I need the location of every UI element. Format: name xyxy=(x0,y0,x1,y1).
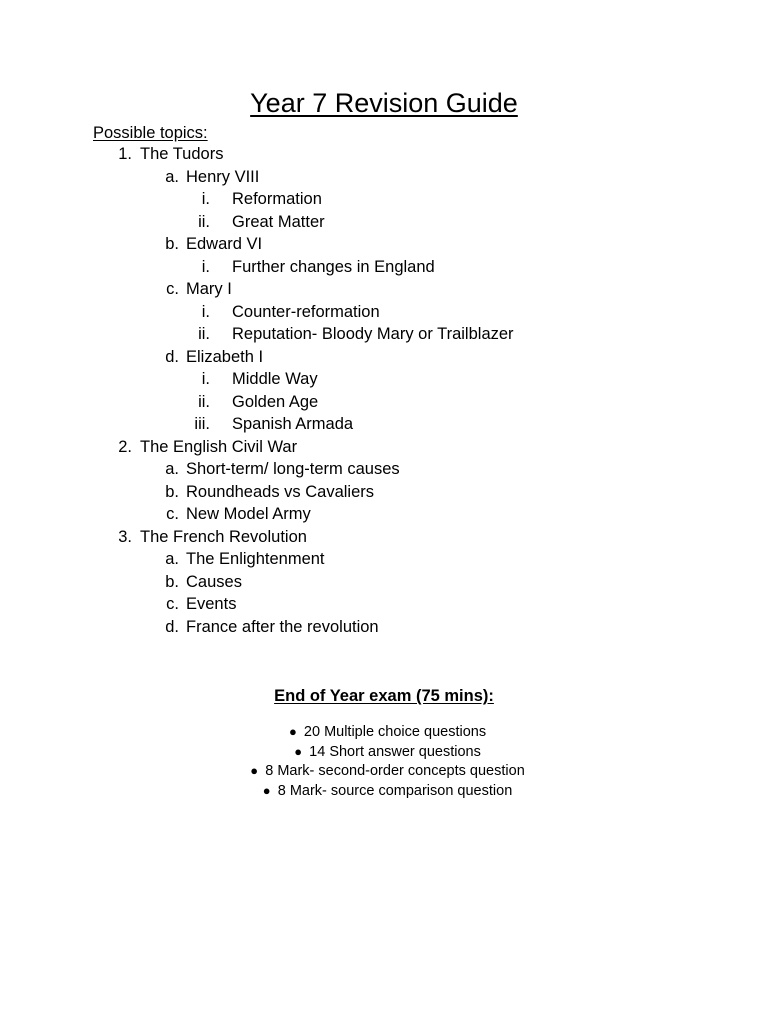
outline-item-marker: i. xyxy=(201,370,210,388)
outline-item-text: Golden Age xyxy=(232,392,319,411)
outline-item-marker: a. xyxy=(165,550,179,568)
outline-item-level-2 xyxy=(0,166,768,189)
outline-item-text: The French Revolution xyxy=(140,527,307,546)
outline-item-marker: iii. xyxy=(194,415,210,433)
outline-item-level-2 xyxy=(0,458,768,481)
outline-item-level-2 xyxy=(0,593,768,616)
outline-item-marker: c. xyxy=(166,595,179,613)
outline-item-marker: ii. xyxy=(198,212,210,231)
outline-item-level-2 xyxy=(0,571,768,594)
outline-item-text: The English Civil War xyxy=(140,437,298,456)
outline-item-level-3 xyxy=(0,323,768,346)
bullet-dot-icon: ● xyxy=(262,782,271,798)
outline-item-marker: i. xyxy=(201,190,210,208)
outline-item-marker: d. xyxy=(165,347,179,366)
outline-item-level-1 xyxy=(0,436,768,459)
outline-item-text: Mary I xyxy=(186,280,232,298)
bullet-dot-icon: ● xyxy=(294,743,303,759)
exam-bullet-text: 14 Short answer questions xyxy=(309,743,481,760)
outline-item-text: Counter-reformation xyxy=(232,302,380,321)
outline-item-marker: b. xyxy=(165,235,179,253)
outline-item-marker: 3. xyxy=(118,527,132,546)
exam-bullet-item xyxy=(0,722,768,742)
outline-item-text: Causes xyxy=(186,572,242,591)
exam-bullet-item xyxy=(0,742,768,762)
outline-item-level-3 xyxy=(0,188,768,211)
outline-item-level-2 xyxy=(0,233,768,256)
outline-item-text: Reputation- Bloody Mary or Trailblazer xyxy=(232,325,514,343)
outline-item-text: France after the revolution xyxy=(186,617,379,636)
outline-item-level-2 xyxy=(0,481,768,504)
outline-item-marker: i. xyxy=(201,257,210,276)
outline-item-level-3 xyxy=(0,413,768,436)
outline-item-marker: d. xyxy=(165,617,179,636)
exam-bullet-text: 20 Multiple choice questions xyxy=(303,724,487,740)
outline-item-level-1 xyxy=(0,143,768,166)
outline-item-level-2 xyxy=(0,346,768,369)
exam-bullet-text: 8 Mark- second-order concepts question xyxy=(265,763,525,779)
outline-item-marker: 1. xyxy=(118,145,132,163)
outline-item-level-3 xyxy=(0,368,768,391)
outline-item-text: Further changes in England xyxy=(232,257,435,276)
outline-item-level-2 xyxy=(0,503,768,526)
outline-item-level-3 xyxy=(0,211,768,234)
outline-item-level-3 xyxy=(0,391,768,414)
outline-item-text: Henry VIII xyxy=(186,167,260,186)
outline-item-marker: b. xyxy=(165,572,179,591)
topics-label: Possible topics: xyxy=(93,124,208,142)
page-title: Year 7 Revision Guide xyxy=(250,88,518,118)
outline-item-marker: c. xyxy=(166,505,179,523)
outline-item-level-3 xyxy=(0,256,768,279)
outline-item-level-2 xyxy=(0,616,768,639)
outline-item-text: Roundheads vs Cavaliers xyxy=(186,482,375,501)
outline-item-text: Middle Way xyxy=(232,370,318,388)
outline-item-text: New Model Army xyxy=(186,505,311,523)
exam-bullet-text: 8 Mark- source comparison question xyxy=(277,782,513,799)
outline-item-marker: ii. xyxy=(198,325,210,343)
outline-item-level-1 xyxy=(0,526,768,549)
bullet-dot-icon: ● xyxy=(288,724,297,739)
outline-item-text: Short-term/ long-term causes xyxy=(186,460,400,478)
outline-item-marker: a. xyxy=(165,167,179,186)
outline-item-text: Reformation xyxy=(232,190,322,208)
outline-item-text: Events xyxy=(186,595,237,613)
outline-item-level-3 xyxy=(0,301,768,324)
outline-item-text: Great Matter xyxy=(232,212,325,231)
exam-bullet-item xyxy=(0,781,768,801)
outline-item-marker: c. xyxy=(166,280,179,298)
outline-item-text: The Enlightenment xyxy=(186,550,325,568)
outline-item-marker: i. xyxy=(201,302,210,321)
outline-item-marker: ii. xyxy=(198,392,210,411)
outline-item-text: Elizabeth I xyxy=(186,347,264,366)
exam-bullet-item xyxy=(0,761,768,781)
outline-item-text: The Tudors xyxy=(140,145,224,163)
exam-heading: End of Year exam (75 mins): xyxy=(274,687,494,705)
outline-item-text: Edward VI xyxy=(186,235,263,253)
outline-item-marker: 2. xyxy=(118,437,132,456)
outline-item-level-2 xyxy=(0,548,768,571)
outline-item-marker: a. xyxy=(165,460,179,478)
outline-item-marker: b. xyxy=(165,482,179,501)
outline-item-level-2 xyxy=(0,278,768,301)
exam-bullet-list xyxy=(0,722,768,800)
outline-item-text: Spanish Armada xyxy=(232,415,354,433)
topics-outline xyxy=(0,143,768,638)
bullet-dot-icon: ● xyxy=(250,763,259,778)
